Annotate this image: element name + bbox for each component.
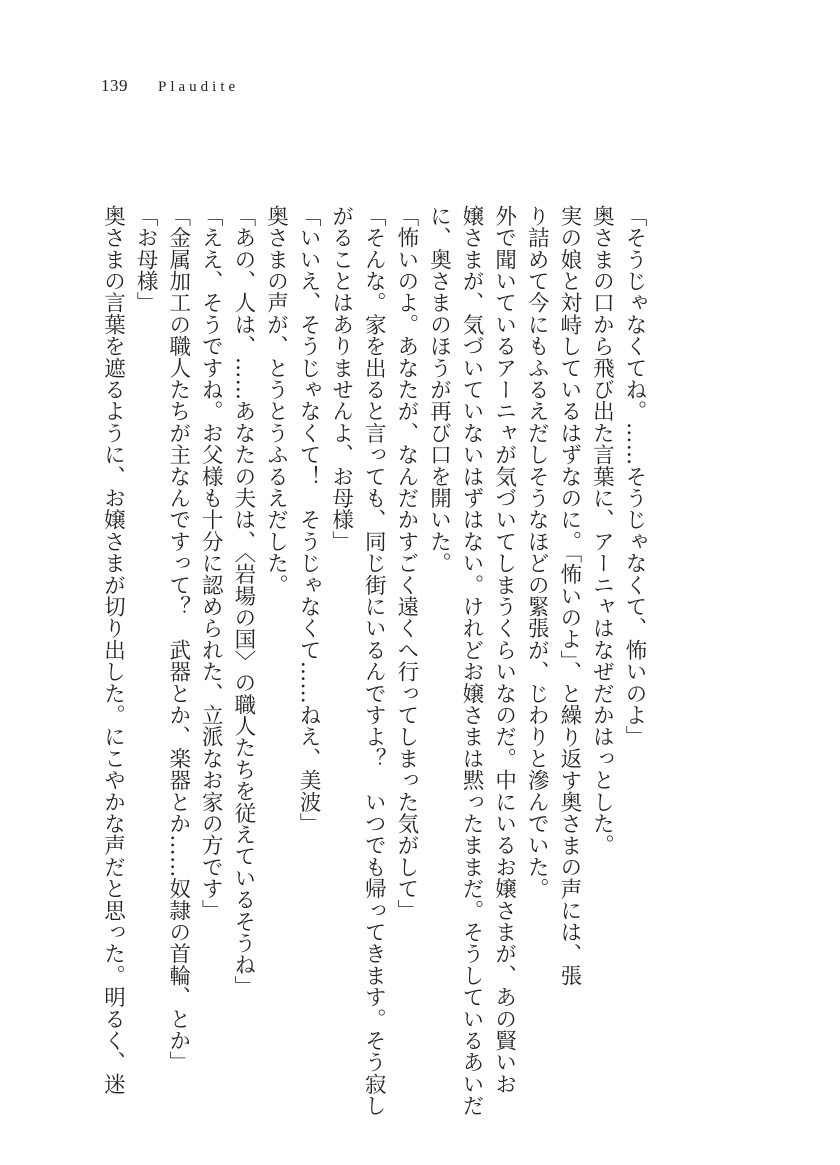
text-line: 「ええ、そうですね。お父様も十分に認められた、立派なお家の方です」 <box>198 205 224 922</box>
text-line: 「そうじゃなくてね。……そうじゃなくて、怖いのよ」 <box>622 205 647 748</box>
text-line: 「金属加工の職人たちが主なんですって？ 武器とか、楽器とか……奴隷の首輪、とか」 <box>165 205 191 1073</box>
running-title: Plaudite <box>158 79 240 95</box>
text-line: 奥さまの口から飛び出た言葉に、アーニャはなぜだかはっとした。 <box>589 205 615 856</box>
text-line: 奥さまの声が、とうとうふるえだした。 <box>263 205 289 596</box>
text-line: 「いいえ、そうじゃなくて！ そうじゃなくて……ねえ、美波」 <box>296 205 322 835</box>
text-line: 嬢さまが、気づいていないはずはない。けれどお嬢さまは黙ったままだ。そうしているあいだ <box>459 205 485 1117</box>
text-line: り詰めて今にもふるえだしそうなほどの緊張が、じわりと滲んでいた。 <box>524 205 550 900</box>
text-line: 「怖いのよ。あなたが、なんだかすごく遠くへ行ってしまった気がして」 <box>393 205 419 922</box>
text-line: に、奥さまのほうが再び口を開いた。 <box>426 205 452 574</box>
text-line: 実の娘と対峙しているはずなのに。「怖いのよ」、と繰り返す奥さまの声には、張 <box>556 205 582 987</box>
text-line: がることはありませんよ、お母様」 <box>328 205 354 553</box>
page-number: 139 <box>101 76 128 95</box>
text-line: 「そんな。家を出ると言っても、同じ街にいるんですよ？ いつでも帰ってきます。そう寂し <box>361 205 387 1117</box>
page-header <box>101 76 239 100</box>
text-line: 外で聞いているアーニャが気づいてしまうくらいなのだ。中にいるお嬢さまが、あの賢いお <box>491 205 517 1095</box>
text-line: 「お母様」 <box>133 205 159 314</box>
text-line: 奥さまの言葉を遮るように、お嬢さまが切り出した。にこやかな声だと思った。明るく、迷 <box>100 205 126 1095</box>
text-line: 「あの、人は、……あなたの夫は、〈岩場の国〉の職人たちを従えているそうね」 <box>230 205 256 998</box>
vertical-text-body <box>90 205 650 1117</box>
